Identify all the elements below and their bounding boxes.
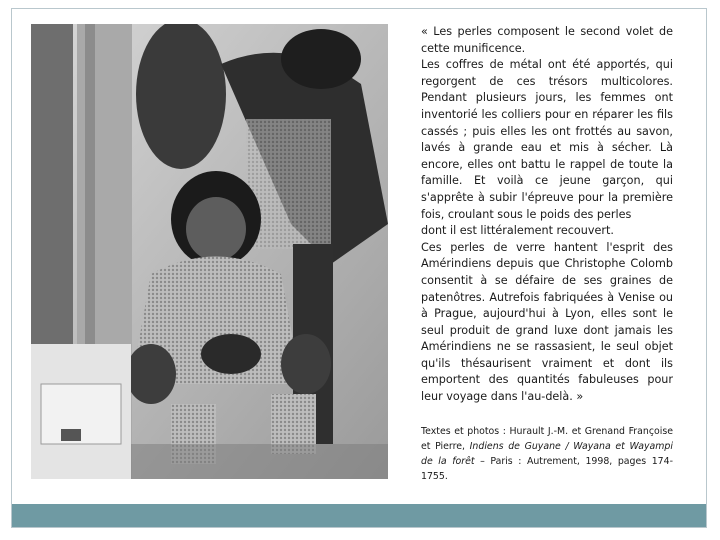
credits-prefix: Textes et photos : Hurault J.-M. et Grenand Françoise et Pierre, xyxy=(421,426,673,452)
footer-bar xyxy=(12,504,706,527)
credits-suffix: – Paris : Autrement, 1998, pages 174-1755. xyxy=(421,456,673,482)
book-title: Indiens de Guyane / Wayana et Wayampi de la forêt xyxy=(421,441,673,467)
quote-paragraph: Ces perles de verre hantent l'esprit des Amérindiens depuis que Christophe Colomb consentit à se défaire de ses graines de patenôtres. Autrefois fabriquées à Venise ou à Prague, aujourd'hui à Lyon, elles sont le seul produit de grand luxe dont jamais les Amérindiens ne se rassasient, le seul objet qu'ils thésaurisent vraiment et dont ils emportent des quantités fabuleuses pour leur voyage dans l'au-delà. » xyxy=(421,240,673,404)
quote-text xyxy=(421,24,673,406)
source-credits xyxy=(421,424,673,484)
quote-paragraph: dont il est littéralement recouvert. xyxy=(421,224,614,238)
quote-paragraph: Les coffres de métal ont été apportés, qui regorgent de ces trésors multicolores. Pendant plusieurs jours, les femmes ont inventorié les colliers pour en réparer les fils cassés ; puis elles les ont frottés au savon, lavés à grande eau et mis à sécher. Là encore, elles ont battu le rappel de toute la famille. Et voilà ce jeune garçon, qui s'apprête à subir l'épreuve pour la première fois, croulant sous le poids des perles xyxy=(421,58,673,221)
quote-paragraph: « Les perles composent le second volet de cette munificence. xyxy=(421,25,673,55)
photo-illustration xyxy=(31,24,388,479)
photo-boy-with-beads xyxy=(31,24,388,479)
